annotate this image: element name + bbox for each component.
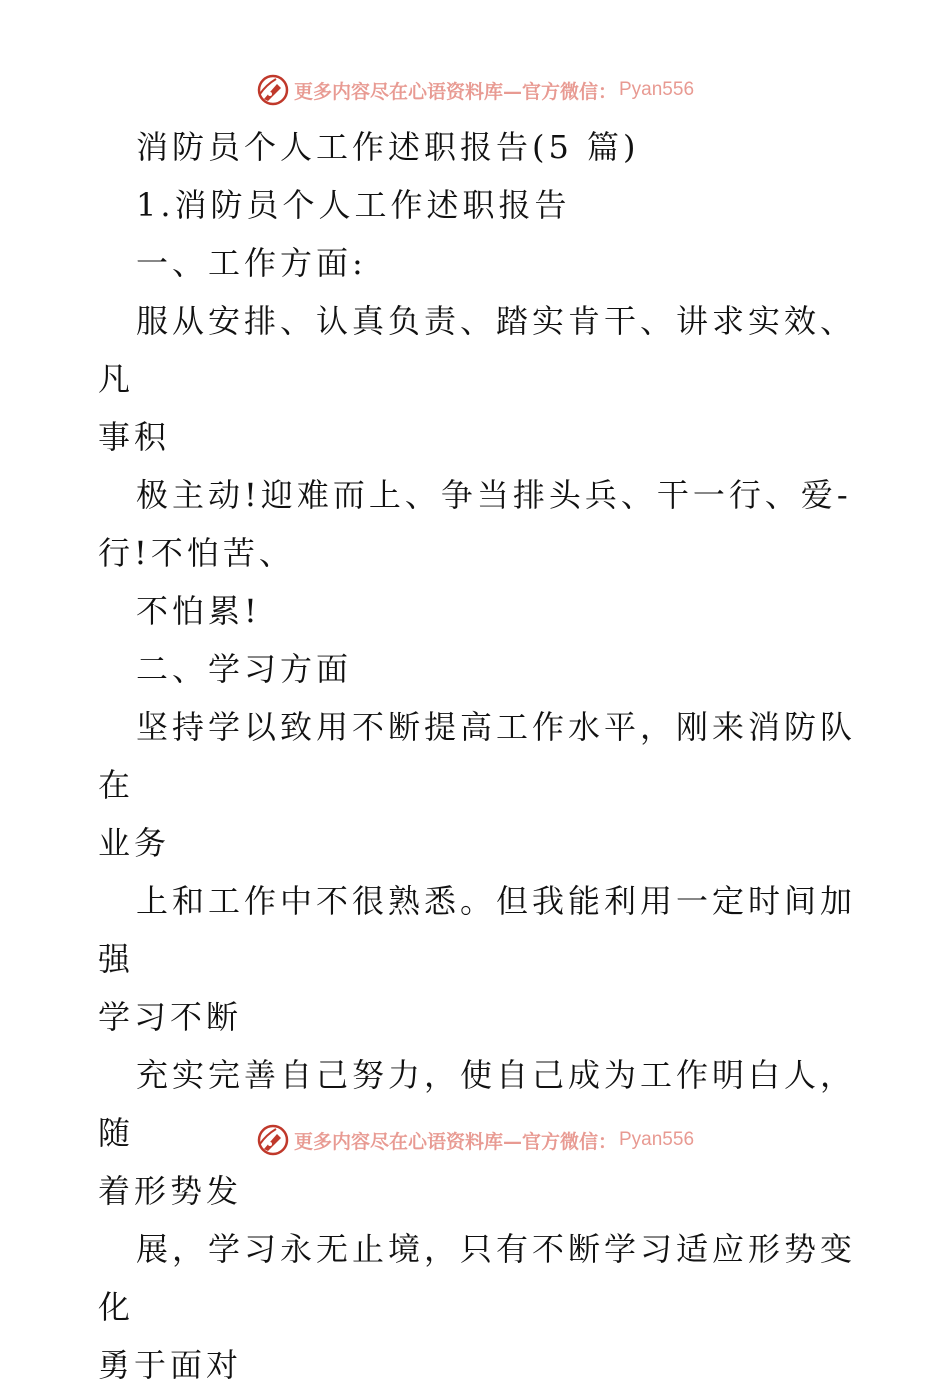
paragraph-line: 业务 bbox=[98, 824, 171, 862]
section-heading-work: 一、工作方面: bbox=[136, 244, 367, 282]
banner-text: 更多内容尽在心语资料库—官方微信： bbox=[293, 1130, 617, 1153]
footer-banner bbox=[0, 1120, 950, 1160]
paragraph-line: 充实完善自己努力，使自己成为工作明白人，随 bbox=[98, 1056, 857, 1152]
banner-wechat-id: Pyan556 bbox=[619, 79, 695, 100]
paragraph-line: 勇于面对 bbox=[98, 1346, 243, 1384]
paragraph-line: 极主动!迎难而上、争当排头兵、干一行、爱- bbox=[136, 476, 852, 514]
pen-nib-logo-icon bbox=[256, 73, 290, 107]
document-title: 消防员个人工作述职报告(5 篇) bbox=[136, 128, 640, 166]
banner-wechat-id: Pyan556 bbox=[619, 1129, 695, 1150]
paragraph-line: 坚持学以致用不断提高工作水平，刚来消防队在 bbox=[98, 708, 857, 804]
header-banner bbox=[0, 70, 950, 110]
section-heading-study: 二、学习方面 bbox=[136, 650, 353, 688]
paragraph-line: 上和工作中不很熟悉。但我能利用一定时间加强 bbox=[98, 882, 857, 978]
document-subtitle: 1.消防员个人工作述职报告 bbox=[136, 186, 571, 224]
paragraph-line: 学习不断 bbox=[98, 998, 243, 1036]
paragraph-line: 行!不怕苦、 bbox=[98, 534, 295, 572]
paragraph-line: 事积 bbox=[98, 418, 171, 456]
pen-nib-logo-icon bbox=[256, 1123, 290, 1157]
paragraph-line: 展，学习永无止境，只有不断学习适应形势变化 bbox=[98, 1230, 857, 1326]
paragraph-line: 着形势发 bbox=[98, 1172, 243, 1210]
document-body bbox=[98, 118, 858, 1394]
paragraph-line: 不怕累! bbox=[136, 592, 261, 630]
paragraph-line: 服从安排、认真负责、踏实肯干、讲求实效、凡 bbox=[98, 302, 857, 398]
banner-text: 更多内容尽在心语资料库—官方微信： bbox=[293, 80, 617, 103]
